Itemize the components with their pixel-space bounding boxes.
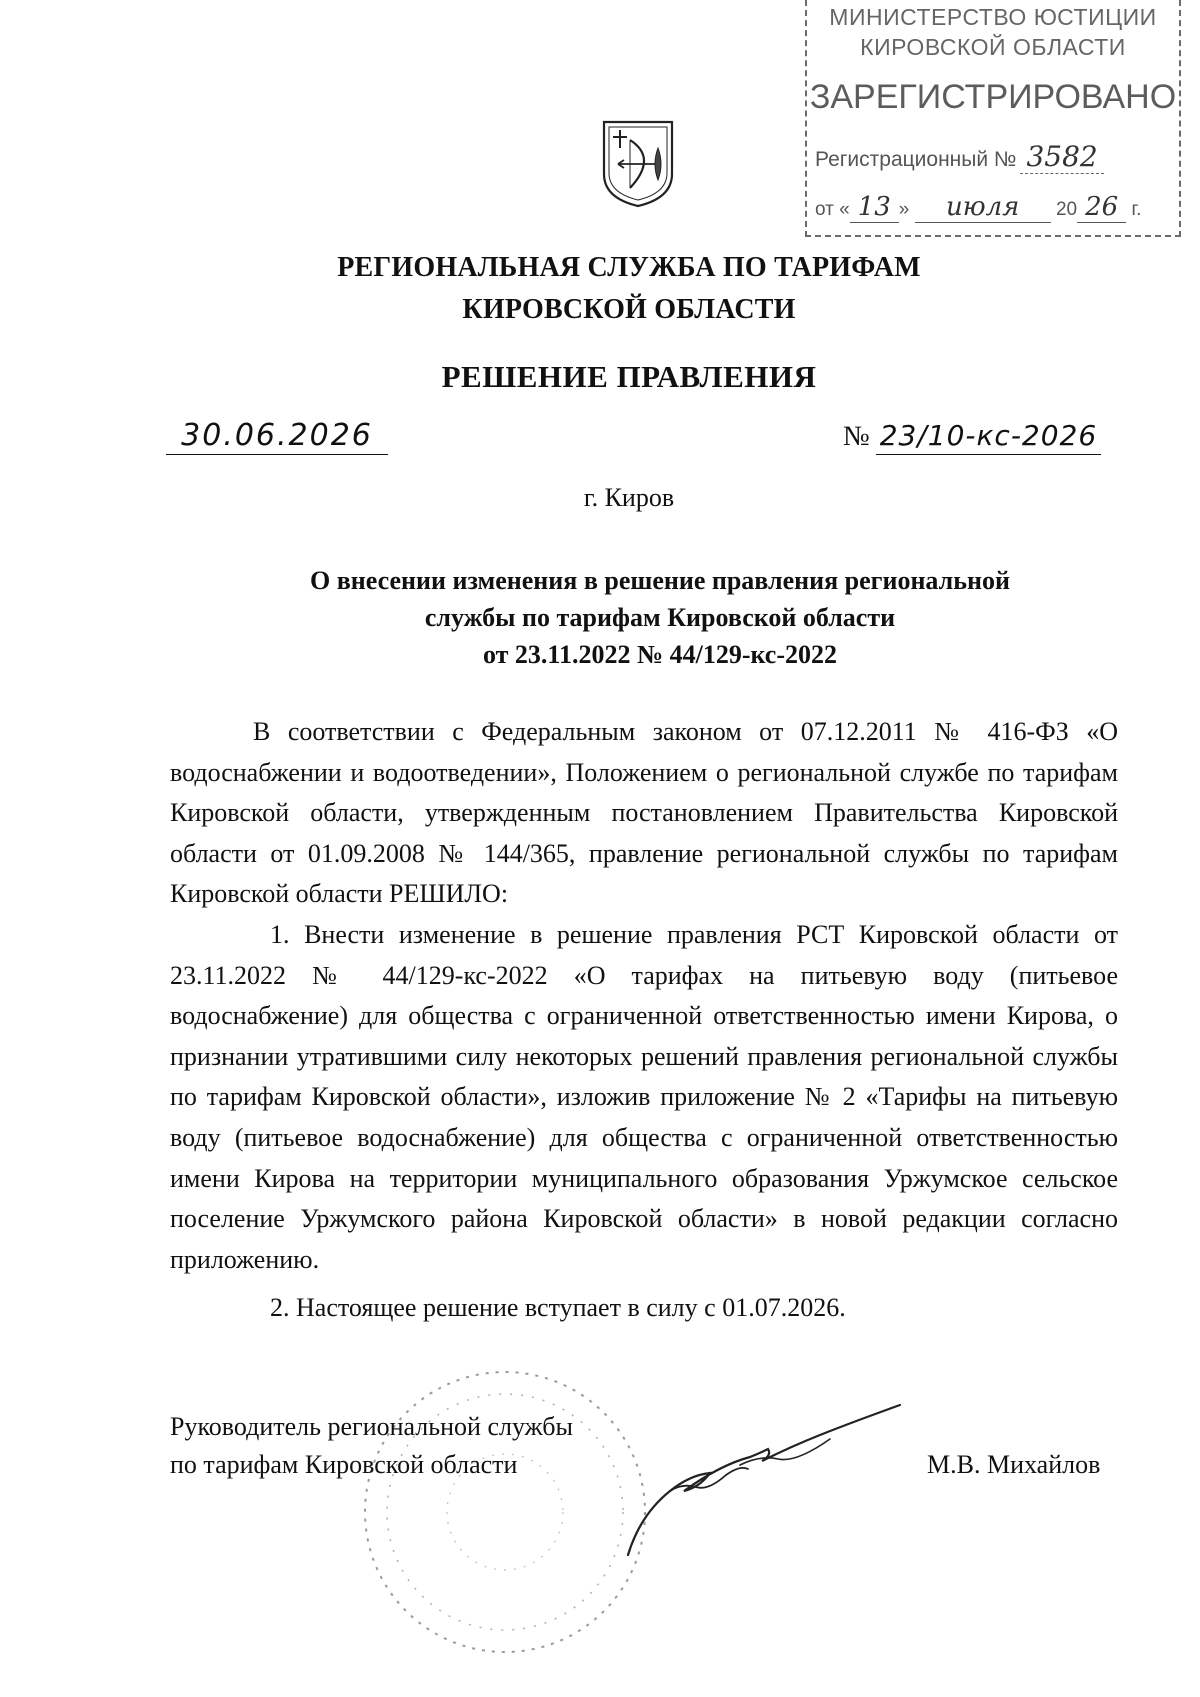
stamp-registered-title: ЗАРЕГИСТРИРОВАНО	[809, 78, 1177, 116]
body-item-1: 1. Внести изменение в решение правления РСТ Кировской области от 23.11.2022 № 44/129-кс-2022 «О тарифах на питьевую воду (питьевое водоснабжение) для общества с ограниченной ответственностью имени Кирова, о признании утратившими силу некоторых решений правления региональной службы по тарифам Кировской области», изложив приложение № 2 «Тарифы на питьевую воду (питьевое водоснабжение) для общества с ограниченной ответственностью имени Кирова на территории муниципального образования Уржумское сельское поселение Уржумского района Кировской области» в новой редакции согласно приложению.	[170, 919, 1118, 1274]
document-date: 30.06.2026	[166, 418, 388, 455]
stamp-date-month: июля	[915, 192, 1051, 223]
kirov-oblast-coat-of-arms-icon	[600, 118, 676, 210]
body-item-2: 2. Настоящее решение вступает в силу с 01.07.2026.	[270, 1293, 846, 1323]
subject-line1: О внесении изменения в решение правления региональной	[310, 566, 1010, 595]
organization-title-line1: РЕГИОНАЛЬНАЯ СЛУЖБА ПО ТАРИФАМ	[337, 252, 921, 283]
stamp-date-mid: »	[898, 199, 910, 220]
body-preamble: В соответствии с Федеральным законом от 07.12.2011 № 416-ФЗ «О водоснабжении и водоотведении», Положением о региональной службе по тарифам Кировской области, утвержденным постановлением Правительства Кировской области от 01.09.2008 № 144/365, правление региональной службы по тарифам Кировской области РЕШИЛО:	[170, 717, 1118, 909]
organization-title	[0, 247, 1200, 331]
handwritten-signature-icon	[600, 1395, 920, 1565]
document-number-label: №	[843, 421, 870, 452]
stamp-reg-number-row	[815, 140, 1104, 173]
document-subject	[240, 562, 1080, 673]
stamp-date-year-suffix: 26	[1077, 192, 1126, 223]
document-type-heading: РЕШЕНИЕ ПРАВЛЕНИЯ	[441, 359, 817, 394]
stamp-date-year-prefix: 20	[1055, 199, 1078, 220]
stamp-date-suffix: г.	[1131, 199, 1142, 220]
stamp-reg-number-label: Регистрационный №	[815, 148, 1017, 171]
subject-line3: от 23.11.2022 № 44/129-кс-2022	[482, 640, 838, 669]
organization-title-line2: КИРОВСКОЙ ОБЛАСТИ	[462, 294, 796, 325]
subject-line2: службы по тарифам Кировской области	[424, 603, 896, 632]
stamp-date-prefix: от «	[815, 199, 850, 220]
stamp-date-day: 13	[850, 192, 899, 223]
document-city: г. Киров	[583, 483, 675, 512]
document-number: 23/10-кс-2026	[876, 418, 1101, 455]
stamp-ministry-line: МИНИСТЕРСТВО ЮСТИЦИИ	[829, 4, 1157, 30]
stamp-date-row	[815, 192, 1141, 223]
stamp-region-line: КИРОВСКОЙ ОБЛАСТИ	[860, 34, 1126, 60]
signatory-position	[170, 1408, 573, 1484]
document-number-row	[843, 418, 1101, 455]
signatory-name: М.В. Михайлов	[927, 1450, 1101, 1479]
stamp-reg-number-value: 3582	[1020, 140, 1103, 174]
signatory-position-line1: Руководитель региональной службы	[170, 1412, 573, 1441]
document-body	[170, 712, 1118, 1329]
signatory-position-line2: по тарифам Кировской области	[170, 1450, 518, 1479]
registration-stamp	[805, 0, 1181, 237]
